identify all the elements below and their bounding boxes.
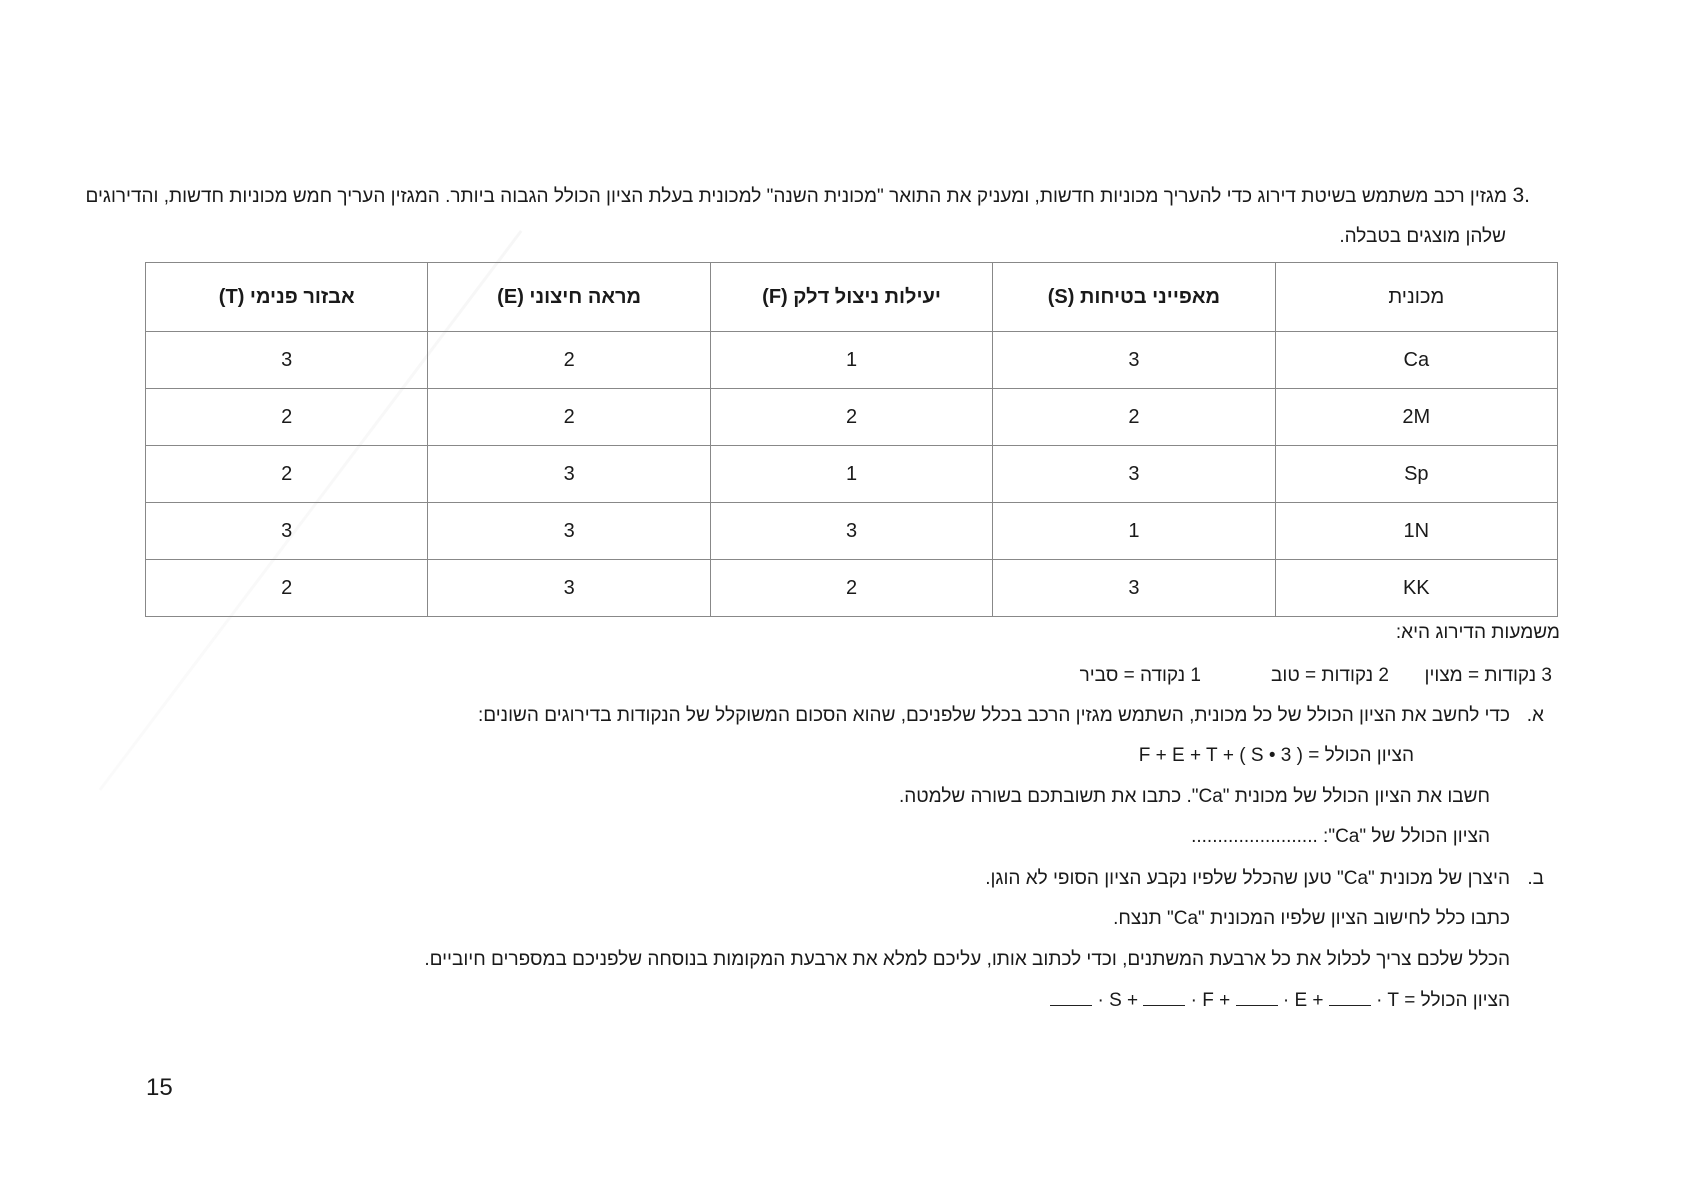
var-f: F + — [1202, 990, 1231, 1011]
part-b-label: ב. — [1527, 868, 1544, 889]
var-s: S + — [1109, 990, 1139, 1011]
legend-good: 2 נקודות = טוב — [1271, 665, 1389, 686]
legend-excellent: 3 נקודות = מצוין — [1424, 665, 1552, 686]
cell-car: Sp — [1275, 446, 1557, 503]
cell-s: 3 — [993, 446, 1275, 503]
part-b-formula — [1050, 989, 1510, 1012]
cell-s: 1 — [993, 503, 1275, 560]
table-row — [146, 560, 1558, 617]
cell-f: 2 — [710, 389, 992, 446]
cell-car: 2M — [1275, 389, 1557, 446]
part-b-text: היצרן של מכונית "Ca" טען שהכלל שלפיו נקבע הציון הסופי לא הוגן. — [985, 868, 1510, 889]
legend-title: משמעות הדירוג היא: — [1395, 622, 1560, 643]
cell-t: 3 — [146, 332, 428, 389]
part-a-instruction: חשבו את הציון הכולל של מכונית "Ca". כתבו את תשובתכם בשורה שלמטה. — [898, 786, 1490, 807]
coef-f-blank[interactable] — [1143, 989, 1185, 1006]
coef-t-blank[interactable] — [1329, 989, 1371, 1006]
part-a-answer-line: הציון הכולל של "Ca": ........................ — [1191, 826, 1490, 847]
cell-e: 2 — [428, 389, 710, 446]
cell-f: 1 — [710, 332, 992, 389]
question-number: 3. — [1512, 184, 1530, 207]
part-b-instruction: כתבו כלל לחישוב הציון שלפיו המכונית "Ca" תנצח. — [1113, 908, 1510, 929]
page-number: 15 — [146, 1074, 173, 1101]
coef-s-blank[interactable] — [1050, 989, 1092, 1006]
question-intro-line2: שלהן מוצגים בטבלה. — [1339, 226, 1506, 247]
table-row — [146, 446, 1558, 503]
cell-car: 1N — [1275, 503, 1557, 560]
cell-e: 2 — [428, 332, 710, 389]
cell-s: 2 — [993, 389, 1275, 446]
cell-s: 3 — [993, 560, 1275, 617]
part-a-label: א. — [1526, 705, 1544, 726]
table-row — [146, 503, 1558, 560]
formula-expression: · S + · F + · E + · T — [1050, 989, 1399, 1012]
header-car: מכונית — [1275, 263, 1557, 332]
cell-t: 2 — [146, 560, 428, 617]
formula-label: הציון הכולל = — [1404, 990, 1510, 1011]
header-interior: אבזור פנימי (T) — [146, 263, 428, 332]
table-row — [146, 332, 1558, 389]
cell-f: 2 — [710, 560, 992, 617]
cell-f: 3 — [710, 503, 992, 560]
cell-e: 3 — [428, 446, 710, 503]
part-a-text: כדי לחשב את הציון הכולל של כל מכונית, השתמש מגזין הרכב בכלל שלפניכם, שהוא הסכום המשוקלל של הנקודות בדירוגים השונים: — [477, 705, 1510, 726]
coef-e-blank[interactable] — [1236, 989, 1278, 1006]
legend-fair: 1 נקודה = סביר — [1079, 665, 1201, 686]
cell-t: 3 — [146, 503, 428, 560]
header-safety: מאפייני בטיחות (S) — [993, 263, 1275, 332]
header-fuel: יעילות ניצול דלק (F) — [710, 263, 992, 332]
header-exterior: מראה חיצוני (E) — [428, 263, 710, 332]
table-row — [146, 389, 1558, 446]
cell-car: KK — [1275, 560, 1557, 617]
cell-car: Ca — [1275, 332, 1557, 389]
cell-t: 2 — [146, 389, 428, 446]
var-e: E + — [1294, 990, 1324, 1011]
cell-t: 2 — [146, 446, 428, 503]
cell-e: 3 — [428, 503, 710, 560]
cell-e: 3 — [428, 560, 710, 617]
part-a-formula: הציון הכולל = ( 3 • S ) + F + E + T — [1138, 745, 1414, 766]
part-b-note: הכלל שלכם צריך לכלול את כל ארבעת המשתנים, וכדי לכתוב אותו, עליכם למלא את ארבעת המקומות בנוסחה שלפניכם במספרים חיוביים. — [424, 949, 1510, 970]
var-t: T — [1387, 990, 1399, 1011]
question-intro-line1: מגזין רכב משתמש בשיטת דירוג כדי להעריך מכוניות חדשות, ומעניק את התואר "מכונית השנה" למכונית בעלת הציון הכולל הגבוה ביותר. המגזין העריך חמש מכוניות חדשות, והדירוגים — [85, 186, 1507, 207]
cell-s: 3 — [993, 332, 1275, 389]
cell-f: 1 — [710, 446, 992, 503]
table-header-row — [146, 263, 1558, 332]
ratings-table — [145, 262, 1558, 617]
